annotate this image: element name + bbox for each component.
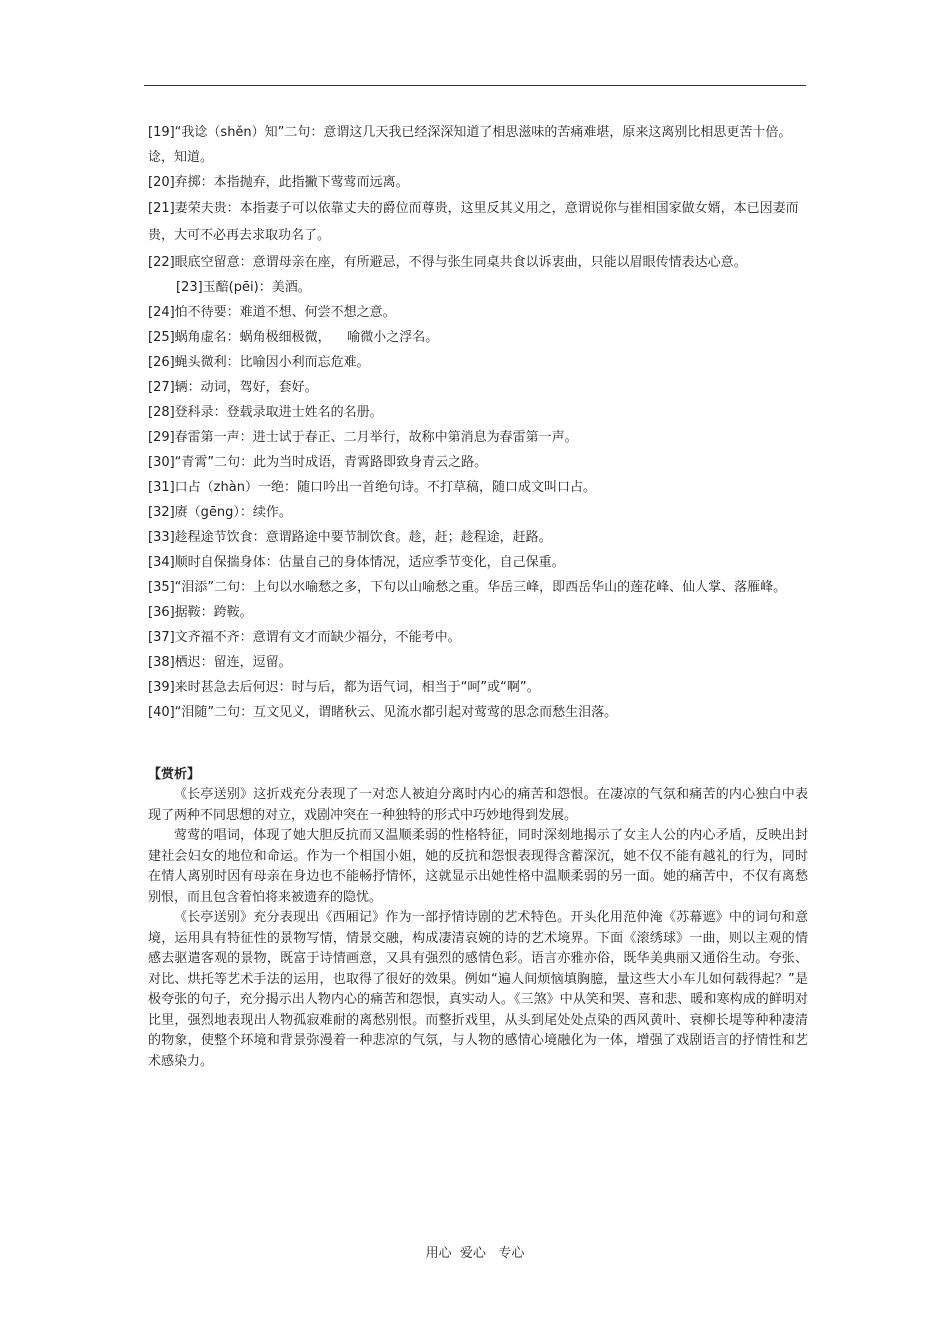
annotation-notes: [148, 120, 808, 725]
note-33: [33]趁程途节饮食：意谓路途中要节制饮食。趁，赶；趁程途，赶路。: [148, 530, 552, 545]
analysis-body: [148, 785, 808, 1072]
note-27: [27]辆：动词，驾好，套好。: [148, 380, 318, 395]
note-20: [20]弃掷：本指抛弃，此指撇下莺莺而远离。: [148, 175, 409, 190]
note-21: [21]妻荣夫贵：本指妻子可以依靠丈夫的爵位而尊贵，这里反其义用之，意谓说你与崔相国家做女婿，本已因妻而贵，大可不必再去求取功名了。: [148, 201, 799, 243]
note-23: [23]玉醅(pēi)：美酒。: [176, 280, 311, 295]
note-35: [35]“泪添”二句：上句以水喻愁之多，下句以山喻愁之重。华岳三峰，即西岳华山的莲花峰、仙人掌、落雁峰。: [148, 580, 787, 595]
analysis-heading: 【赏析】: [148, 767, 201, 782]
page-footer: 用心 爱心 专心: [425, 1246, 525, 1261]
note-32: [32]赓（gēng）：续作。: [148, 505, 292, 520]
analysis-paragraph: 《长亭送别》这折戏充分表现了一对恋人被迫分离时内心的痛苦和怨恨。在凄凉的气氛和痛苦的内心独白中表现了两种不同思想的对立，戏剧冲突在一种独特的形式中巧妙地得到发展。: [148, 787, 808, 823]
note-31: [31]口占（zhàn）一绝：随口吟出一首绝句诗。不打草稿，随口成文叫口占。: [148, 480, 596, 495]
note-39: [39]来时甚急去后何迟：时与后，都为语气词，相当于“呵”或“啊”。: [148, 680, 540, 695]
note-26: [26]蝇头微利：比喻因小利而忘危难。: [148, 355, 370, 370]
note-40: [40]“泪随”二句：互文见义，谓睹秋云、见流水都引起对莺莺的思念而愁生泪落。: [148, 705, 618, 720]
note-38: [38]栖迟：留连，逗留。: [148, 655, 292, 670]
note-28: [28]登科录：登载录取进士姓名的名册。: [148, 405, 383, 420]
note-36: [36]据鞍：跨鞍。: [148, 605, 253, 620]
note-19: [19]“我谂（shěn）知”二句：意谓这几天我已经深深知道了相思滋味的苦痛难堪，原来这离别比相思更苦十倍。谂，知道。: [148, 125, 792, 165]
note-34: [34]顺时自保揣身体：估量自己的身体情况，适应季节变化，自己保重。: [148, 555, 565, 570]
note-25: [25]蜗角虚名：蜗角极细极微， 喻微小之浮名。: [148, 330, 439, 345]
note-29: [29]春雷第一声：进士试于春正、二月举行，故称中第消息为春雷第一声。: [148, 430, 578, 445]
note-24: [24]怕不待要：难道不想、何尝不想之意。: [148, 305, 396, 320]
analysis-paragraph: 《长亭送别》充分表现出《西厢记》作为一部抒情诗剧的艺术特色。开头化用范仲淹《苏幕遮》中的词句和意境，运用具有特征性的景物写情，情景交融，构成凄清哀婉的诗的艺术境界。下面《滚绣球》一曲，则以主观的情感去驱遣客观的景物，既富于诗情画意，又具有强烈的感情色彩。语言亦雅亦俗，既华美典丽又通俗生动。夸张、对比、烘托等艺术手法的运用，也取得了很好的效果。例如“遍人间烦恼填胸臆，量这些大小车儿如何载得起？”是极夸张的句子，充分揭示出人物内心的痛苦和怨恨，真实动人。《三煞》中从笑和哭、喜和悲、暖和寒构成的鲜明对比里，强烈地表现出人物孤寂难耐的离愁别恨。而整折戏里，从头到尾处处点染的西风黄叶、衰柳长堤等种种凄清的物象，使整个环境和背景弥漫着一种悲凉的气氛，与人物的感情心境融化为一体，增强了戏剧语言的抒情性和艺术感染力。: [148, 910, 808, 1069]
note-37: [37]文齐福不齐：意谓有文才而缺少福分，不能考中。: [148, 630, 461, 645]
analysis-paragraph: 莺莺的唱词，体现了她大胆反抗而又温顺柔弱的性格特征，同时深刻地揭示了女主人公的内心矛盾，反映出封建社会妇女的地位和命运。作为一个相国小姐，她的反抗和怨恨表现得含蓄深沉，她不仅不能有越礼的行为，同时在情人离别时因有母亲在身边也不能畅抒情怀，这就显示出她性格中温顺柔弱的另一面。她的痛苦中，不仅有离愁别恨，而且包含着怕将来被遗弃的隐忧。: [148, 828, 808, 905]
note-22: [22]眼底空留意：意谓母亲在座，有所避忌，不得与张生同桌共食以诉衷曲，只能以眉眼传情表达心意。: [148, 255, 747, 270]
note-30: [30]“青霄”二句：此为当时成语，青霄路即致身青云之路。: [148, 455, 488, 470]
header-rule: [144, 85, 806, 86]
